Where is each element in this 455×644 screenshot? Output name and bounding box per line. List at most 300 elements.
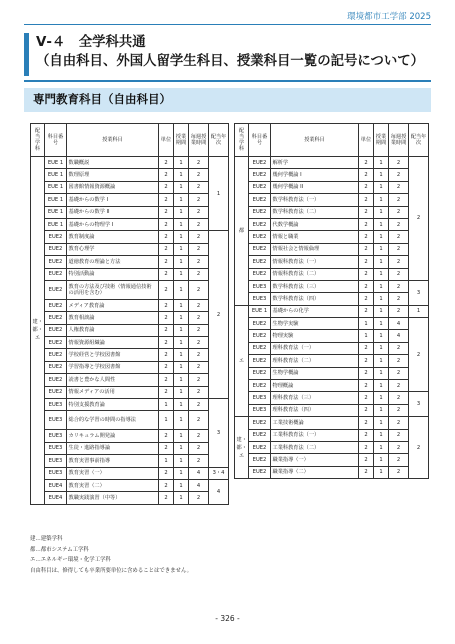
table-row	[235, 218, 429, 230]
table-row	[31, 194, 229, 206]
period-cell: 1	[174, 399, 189, 411]
number-cell: EUE4	[45, 492, 67, 504]
hours-cell: 2	[389, 243, 409, 255]
subject-cell: 特別支援教育論	[67, 399, 159, 411]
number-cell: EUE3	[45, 467, 67, 479]
period-cell: 1	[174, 467, 189, 479]
period-cell: 1	[374, 367, 389, 379]
hours-cell: 2	[389, 218, 409, 230]
subject-cell: 数学科教育法（二）	[271, 206, 359, 218]
table-row	[235, 243, 429, 255]
number-cell: EUE2	[45, 312, 67, 324]
year-cell: 4	[209, 479, 229, 504]
period-cell: 1	[374, 194, 389, 206]
subject-cell: 読書と豊かな人間性	[67, 374, 159, 386]
hours-cell: 2	[189, 231, 209, 243]
hours-cell: 2	[189, 181, 209, 193]
credits-cell: 2	[359, 380, 374, 392]
hours-cell: 2	[189, 256, 209, 268]
period-cell: 1	[374, 429, 389, 441]
hours-cell: 2	[189, 442, 209, 454]
number-cell: EUE 1	[45, 157, 67, 169]
table-row	[31, 256, 229, 268]
table-row	[31, 361, 229, 373]
period-cell: 1	[374, 293, 389, 305]
hours-cell: 2	[389, 466, 409, 478]
period-cell: 1	[174, 324, 189, 336]
table-row	[235, 367, 429, 379]
subject-cell: 代数学概論	[271, 218, 359, 230]
credits-cell: 2	[359, 454, 374, 466]
credits-cell: 2	[159, 194, 174, 206]
period-cell: 1	[374, 355, 389, 367]
credits-cell: 2	[359, 342, 374, 354]
credits-cell: 2	[359, 256, 374, 268]
subject-cell: 工業科教育法（二）	[271, 441, 359, 453]
table-row	[235, 181, 429, 193]
hours-cell: 2	[389, 342, 409, 354]
period-cell: 1	[374, 404, 389, 416]
year-cell: 3・4	[209, 467, 229, 479]
number-cell: EUE 1	[45, 206, 67, 218]
period-cell: 1	[174, 243, 189, 255]
number-cell: EUE2	[249, 169, 271, 181]
number-cell: EUE2	[249, 157, 271, 169]
number-cell: EUE3	[249, 280, 271, 292]
number-cell: EUE3	[45, 455, 67, 467]
number-cell: EUE3	[249, 293, 271, 305]
hours-cell: 2	[389, 181, 409, 193]
table-row	[31, 467, 229, 479]
table-row	[235, 256, 429, 268]
table-row	[31, 411, 229, 430]
number-cell: EUE2	[45, 374, 67, 386]
subject-cell: 工業技術概論	[271, 417, 359, 429]
table-row	[235, 280, 429, 292]
number-cell: EUE2	[45, 361, 67, 373]
left-table-body	[31, 157, 229, 505]
col-hours: 毎週授業時間	[389, 124, 409, 157]
table-row	[31, 181, 229, 193]
title-line-1: Ⅴ-４ 全学科共通	[36, 35, 146, 50]
period-cell: 1	[174, 411, 189, 430]
hours-cell: 4	[389, 318, 409, 330]
subject-cell: 理科教育法（一）	[271, 342, 359, 354]
period-cell: 1	[174, 169, 189, 181]
table-row	[235, 157, 429, 169]
credits-cell: 2	[159, 299, 174, 311]
number-cell: EUE2	[249, 231, 271, 243]
table-row	[31, 231, 229, 243]
number-cell: EUE4	[45, 479, 67, 491]
dept-cell: 建・都・エ	[31, 157, 45, 505]
subject-cell: 学校経営と学校図書館	[67, 349, 159, 361]
table-row	[31, 349, 229, 361]
right-subject-table	[234, 123, 429, 479]
subject-cell: 数学科教育法（一）	[271, 194, 359, 206]
year-cell: 1	[409, 305, 429, 317]
table-row	[235, 318, 429, 330]
credits-cell: 2	[359, 305, 374, 317]
credits-cell: 2	[159, 324, 174, 336]
period-cell: 1	[374, 181, 389, 193]
period-cell: 1	[174, 479, 189, 491]
period-cell: 1	[174, 256, 189, 268]
subject-cell: 生徒・進路指導論	[67, 442, 159, 454]
number-cell: EUE2	[249, 417, 271, 429]
credits-cell: 2	[159, 374, 174, 386]
subject-cell: 生物学概論	[271, 367, 359, 379]
hours-cell: 2	[389, 392, 409, 404]
subject-cell: 情報科教育法（二）	[271, 268, 359, 280]
table-row	[235, 392, 429, 404]
table-row	[31, 299, 229, 311]
period-cell: 1	[174, 455, 189, 467]
period-cell: 1	[174, 337, 189, 349]
period-cell: 1	[174, 349, 189, 361]
table-row	[235, 342, 429, 354]
period-cell: 1	[174, 430, 189, 442]
year-cell: 3	[209, 399, 229, 468]
right-table-body	[235, 157, 429, 479]
subject-cell: 生物学実験	[271, 318, 359, 330]
period-cell: 1	[374, 206, 389, 218]
hours-cell: 2	[389, 169, 409, 181]
year-cell: 1	[209, 157, 229, 231]
col-dept: 配当学科	[235, 124, 249, 157]
credits-cell: 2	[359, 417, 374, 429]
period-cell: 1	[374, 218, 389, 230]
number-cell: EUE3	[249, 404, 271, 416]
number-cell: EUE2	[45, 231, 67, 243]
subject-cell: メディア教育論	[67, 299, 159, 311]
subject-cell: 情報資源組織論	[67, 337, 159, 349]
hours-cell: 4	[389, 330, 409, 342]
number-cell: EUE2	[45, 386, 67, 398]
year-cell: 3	[409, 280, 429, 305]
col-subject: 授業科目	[271, 124, 359, 157]
period-cell: 1	[374, 380, 389, 392]
table-row	[235, 404, 429, 416]
table-row	[31, 268, 229, 280]
number-cell: EUE 1	[45, 181, 67, 193]
number-cell: EUE2	[249, 194, 271, 206]
hours-cell: 4	[189, 467, 209, 479]
credits-cell: 2	[359, 231, 374, 243]
subject-cell: 理科教育法（四）	[271, 404, 359, 416]
col-period: 授業期間	[174, 124, 189, 157]
year-cell: 2	[409, 318, 429, 392]
table-row	[31, 280, 229, 299]
subject-cell: 数学科教育法（四）	[271, 293, 359, 305]
dept-cell: 建・都・エ	[235, 417, 249, 479]
subject-cell: 情報メディアの活用	[67, 386, 159, 398]
chapter-title	[24, 33, 431, 76]
table-row	[31, 430, 229, 442]
number-cell: EUE2	[249, 218, 271, 230]
table-row	[235, 466, 429, 478]
period-cell: 1	[174, 492, 189, 504]
number-cell: EUE 1	[45, 194, 67, 206]
hours-cell: 2	[189, 374, 209, 386]
hours-cell: 2	[389, 194, 409, 206]
period-cell: 1	[374, 318, 389, 330]
credits-cell: 2	[159, 231, 174, 243]
hours-cell: 2	[389, 206, 409, 218]
table-row	[235, 231, 429, 243]
table-row	[31, 337, 229, 349]
credits-cell: 2	[359, 404, 374, 416]
hours-cell: 2	[189, 157, 209, 169]
credits-cell: 2	[159, 467, 174, 479]
number-cell: EUE2	[249, 355, 271, 367]
hours-cell: 2	[189, 430, 209, 442]
hours-cell: 2	[389, 305, 409, 317]
number-cell: EUE3	[249, 392, 271, 404]
table-row	[31, 479, 229, 491]
note-line: エ…エネルギー環境・化学工学科	[30, 557, 111, 563]
credits-cell: 2	[159, 243, 174, 255]
credits-cell: 2	[359, 157, 374, 169]
table-header-row	[235, 124, 429, 157]
period-cell: 1	[374, 157, 389, 169]
subject-cell: 教育の方法及び技術（情報通信技術の活用を含む）	[67, 280, 159, 299]
header-rule	[24, 24, 431, 25]
number-cell: EUE2	[249, 367, 271, 379]
subject-cell: 教職実践演習（中等）	[67, 492, 159, 504]
credits-cell: 2	[359, 441, 374, 453]
title-line-2: （自由科目、外国人留学生科目、授業科目一覧の記号について）	[36, 54, 425, 69]
col-credits: 単位	[359, 124, 374, 157]
left-subject-table	[30, 123, 229, 505]
table-row	[235, 355, 429, 367]
col-subject: 授業科目	[67, 124, 159, 157]
subject-cell: 工業科教育法（一）	[271, 429, 359, 441]
credits-cell: 2	[359, 293, 374, 305]
number-cell: EUE2	[45, 256, 67, 268]
credits-cell: 2	[159, 157, 174, 169]
credits-cell: 2	[159, 430, 174, 442]
subject-cell: 教育相談論	[67, 312, 159, 324]
subject-cell: 幾何学概論 II	[271, 181, 359, 193]
subject-cell: 職業指導（二）	[271, 466, 359, 478]
credits-cell: 2	[359, 367, 374, 379]
subject-cell: 解析学	[271, 157, 359, 169]
dept-cell: エ	[235, 305, 249, 417]
hours-cell: 2	[189, 386, 209, 398]
period-cell: 1	[374, 169, 389, 181]
credits-cell: 2	[359, 355, 374, 367]
subject-cell: カリキュラム開発論	[67, 430, 159, 442]
period-cell: 1	[174, 206, 189, 218]
number-cell: EUE2	[249, 318, 271, 330]
subject-cell: 理科教育法（二）	[271, 355, 359, 367]
number-cell: EUE2	[249, 256, 271, 268]
number-cell: EUE 1	[45, 218, 67, 230]
number-cell: EUE2	[45, 243, 67, 255]
hours-cell: 2	[189, 492, 209, 504]
table-row	[31, 206, 229, 218]
hours-cell: 2	[389, 231, 409, 243]
number-cell: EUE3	[45, 399, 67, 411]
period-cell: 1	[374, 466, 389, 478]
subject-cell: 数職概説	[67, 157, 159, 169]
number-cell: EUE2	[249, 342, 271, 354]
subject-cell: 教育実習（二）	[67, 479, 159, 491]
subject-cell: 情報社会と情報倫理	[271, 243, 359, 255]
hours-cell: 2	[389, 441, 409, 453]
period-cell: 1	[374, 342, 389, 354]
header-label: 環境都市工学部 2025	[347, 12, 431, 22]
number-cell: EUE2	[249, 268, 271, 280]
hours-cell: 2	[189, 280, 209, 299]
period-cell: 1	[374, 305, 389, 317]
number-cell: EUE2	[45, 280, 67, 299]
credits-cell: 2	[359, 268, 374, 280]
hours-cell: 2	[189, 411, 209, 430]
credits-cell: 1	[359, 330, 374, 342]
table-row	[31, 374, 229, 386]
section-banner	[24, 88, 431, 112]
hours-cell: 2	[389, 417, 409, 429]
number-cell: EUE2	[45, 349, 67, 361]
subject-cell: 学習指導と学校図書館	[67, 361, 159, 373]
subject-cell: 物理概論	[271, 380, 359, 392]
number-cell: EUE2	[249, 206, 271, 218]
table-row	[235, 417, 429, 429]
credits-cell: 2	[159, 181, 174, 193]
col-number: 科目番号	[249, 124, 271, 157]
table-row	[235, 429, 429, 441]
section-title: 専門教育科目（自由科目）	[33, 92, 171, 106]
credits-cell: 2	[159, 337, 174, 349]
hours-cell: 2	[189, 218, 209, 230]
table-row	[235, 206, 429, 218]
hours-cell: 2	[389, 268, 409, 280]
credits-cell: 2	[159, 312, 174, 324]
page-number: - 326 -	[215, 614, 240, 623]
col-period: 授業期間	[374, 124, 389, 157]
period-cell: 1	[174, 280, 189, 299]
col-number: 科目番号	[45, 124, 67, 157]
table-row	[31, 455, 229, 467]
hours-cell: 2	[189, 361, 209, 373]
credits-cell: 2	[359, 243, 374, 255]
table-row	[235, 293, 429, 305]
subject-cell: 人権教育論	[67, 324, 159, 336]
period-cell: 1	[174, 361, 189, 373]
subject-cell: 総合的な学習の時間の指導法	[67, 411, 159, 430]
table-row	[235, 441, 429, 453]
hours-cell: 2	[189, 243, 209, 255]
credits-cell: 1	[159, 455, 174, 467]
table-row	[31, 442, 229, 454]
note-line: 都…都市システム工学科	[30, 546, 89, 553]
hours-cell: 4	[189, 479, 209, 491]
credits-cell: 2	[359, 169, 374, 181]
year-cell: 2	[409, 417, 429, 479]
credits-cell: 2	[159, 280, 174, 299]
col-year: 配当年次	[209, 124, 229, 157]
credits-cell: 2	[159, 349, 174, 361]
dept-cell: 都	[235, 157, 249, 306]
table-row	[235, 330, 429, 342]
number-cell: EUE2	[249, 429, 271, 441]
credits-cell: 2	[359, 392, 374, 404]
credits-cell: 2	[359, 429, 374, 441]
subject-cell: 基礎からの数学 I	[67, 194, 159, 206]
hours-cell: 2	[389, 280, 409, 292]
hours-cell: 2	[389, 454, 409, 466]
credits-cell: 2	[159, 492, 174, 504]
period-cell: 1	[374, 392, 389, 404]
table-row	[31, 386, 229, 398]
hours-cell: 2	[189, 169, 209, 181]
period-cell: 1	[174, 268, 189, 280]
credits-cell: 1	[159, 411, 174, 430]
year-cell: 2	[209, 231, 229, 399]
note-line: 自由科目は、修得しても卒業所要単位に含めることはできません。	[30, 567, 193, 574]
period-cell: 1	[174, 312, 189, 324]
hours-cell: 2	[189, 268, 209, 280]
period-cell: 1	[374, 268, 389, 280]
number-cell: EUE2	[249, 243, 271, 255]
table-row	[235, 169, 429, 181]
number-cell: EUE2	[249, 380, 271, 392]
number-cell: EUE2	[249, 441, 271, 453]
period-cell: 1	[174, 386, 189, 398]
number-cell: EUE2	[249, 330, 271, 342]
period-cell: 1	[374, 417, 389, 429]
col-hours: 毎週授業時間	[189, 124, 209, 157]
hours-cell: 2	[389, 157, 409, 169]
credits-cell: 2	[159, 218, 174, 230]
subject-cell: 教育実習（一）	[67, 467, 159, 479]
credits-cell: 1	[359, 318, 374, 330]
hours-cell: 2	[189, 455, 209, 467]
table-row	[31, 243, 229, 255]
table-row	[31, 218, 229, 230]
table-row	[235, 380, 429, 392]
table-row	[31, 324, 229, 336]
period-cell: 1	[174, 194, 189, 206]
number-cell: EUE3	[45, 411, 67, 430]
period-cell: 1	[174, 231, 189, 243]
subject-cell: 情報科教育法（一）	[271, 256, 359, 268]
credits-cell: 2	[359, 206, 374, 218]
credits-cell: 2	[359, 218, 374, 230]
period-cell: 1	[174, 442, 189, 454]
credits-cell: 2	[359, 466, 374, 478]
period-cell: 1	[174, 218, 189, 230]
table-row	[31, 399, 229, 411]
period-cell: 1	[174, 181, 189, 193]
hours-cell: 2	[389, 355, 409, 367]
credits-cell: 2	[359, 181, 374, 193]
period-cell: 1	[174, 157, 189, 169]
number-cell: EUE3	[45, 430, 67, 442]
hours-cell: 2	[189, 337, 209, 349]
subject-cell: 教育心理学	[67, 243, 159, 255]
period-cell: 1	[374, 243, 389, 255]
subject-cell: 図書館情報資源概論	[67, 181, 159, 193]
number-cell: EUE2	[45, 268, 67, 280]
hours-cell: 2	[189, 399, 209, 411]
period-cell: 1	[374, 280, 389, 292]
hours-cell: 2	[389, 404, 409, 416]
number-cell: EUE2	[249, 181, 271, 193]
title-underline	[24, 80, 431, 82]
